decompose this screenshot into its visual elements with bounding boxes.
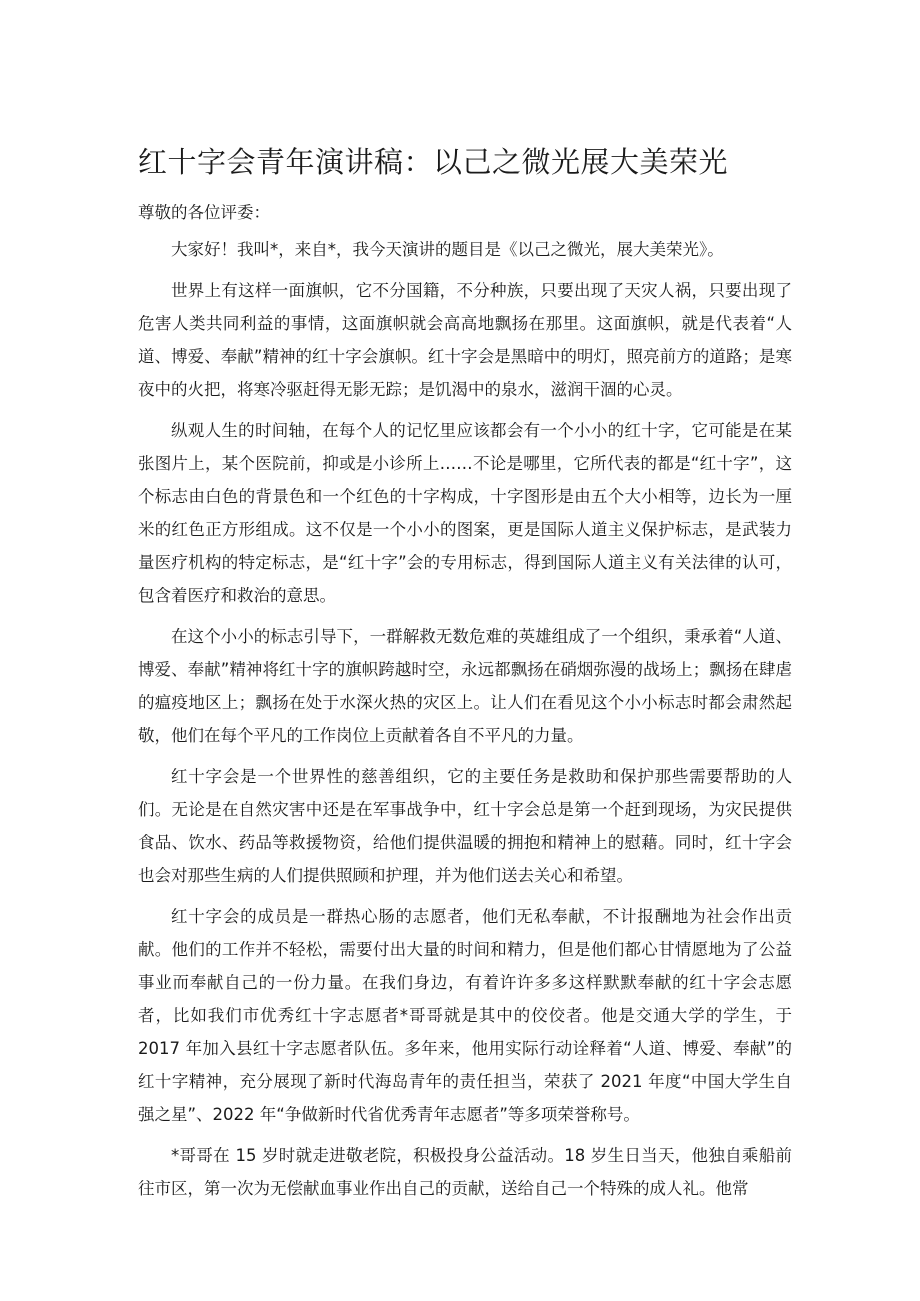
paragraph-emblem: 纵观人生的时间轴，在每个人的记忆里应该都会有一个小小的红十字，它可能是在某张图片上，某个医院前，抑或是小诊所上……不论是哪里，它所代表的都是“红十字”，这个标志由白色的背景色和一个红色的十字构成，十字图形是由五个大小相等，边长为一厘米的红色正方形组成。这不仅是一个小小的图案，更是国际人道主义保护标志，是武装力量医疗机构的特定标志，是“红十字”会的专用标志，得到国际人道主义有关法律的认可，包含着医疗和救治的意思。 bbox=[138, 421, 792, 605]
paragraph-heroes: 在这个小小的标志引导下，一群解救无数危难的英雄组成了一个组织，秉承着“人道、博爱、奉献”精神将红十字的旗帜跨越时空，永远都飘扬在硝烟弥漫的战场上；飘扬在肆虐的瘟疫地区上；飘扬在处于水深火热的灾区上。让人们在看见这个小小标志时都会肃然起敬，他们在每个平凡的工作岗位上贡献着各自不平凡的力量。 bbox=[138, 627, 792, 745]
document-title: 红十字会青年演讲稿：以己之微光展大美荣光 bbox=[138, 145, 729, 179]
paragraph-flag: 世界上有这样一面旗帜，它不分国籍，不分种族，只要出现了天灾人祸，只要出现了危害人类共同利益的事情，这面旗帜就会高高地飘扬在那里。这面旗帜，就是代表着“人道、博爱、奉献”精神的红十字会旗帜。红十字会是黑暗中的明灯，照亮前方的道路；是寒夜中的火把，将寒冷驱赶得无影无踪；是饥渴中的泉水，滋润干涸的心灵。 bbox=[138, 281, 792, 399]
document-body bbox=[138, 196, 792, 1213]
paragraph-mission: 红十字会是一个世界性的慈善组织，它的主要任务是救助和保护那些需要帮助的人们。无论是在自然灾害中还是在军事战争中，红十字会总是第一个赶到现场，为灾民提供食品、饮水、药品等救援物资，给他们提供温暖的拥抱和精神上的慰藉。同时，红十字会也会对那些生病的人们提供照顾和护理，并为他们送去关心和希望。 bbox=[138, 767, 792, 885]
paragraph-volunteers: 红十字会的成员是一群热心肠的志愿者，他们无私奉献，不计报酬地为社会作出贡献。他们的工作并不轻松，需要付出大量的时间和精力，但是他们都心甘情愿地为了公益事业而奉献自己的一份力量。在我们身边，有着许许多多这样默默奉献的红十字会志愿者，比如我们市优秀红十字志愿者*哥哥就是其中的佼佼者。他是交通大学的学生，于 2017 年加入县红十字志愿者队伍。多年来，他用实际行动诠释着“人道、博爱、奉献”的红十字精神，充分展现了新时代海岛青年的责任担当，荣获了 2021 年度“中国大学生自强之星”、2022 年“争做新时代省优秀青年志愿者”等多项荣誉称号。 bbox=[138, 907, 792, 1124]
paragraph-intro: 大家好！我叫*，来自*，我今天演讲的题目是《以己之微光，展大美荣光》。 bbox=[171, 240, 724, 259]
paragraph-example: *哥哥在 15 岁时就走进敬老院，积极投身公益活动。18 岁生日当天，他独自乘船前往市区，第一次为无偿献血事业作出自己的贡献，送给自己一个特殊的成人礼。他常 bbox=[138, 1146, 792, 1198]
salutation: 尊敬的各位评委： bbox=[138, 203, 270, 222]
